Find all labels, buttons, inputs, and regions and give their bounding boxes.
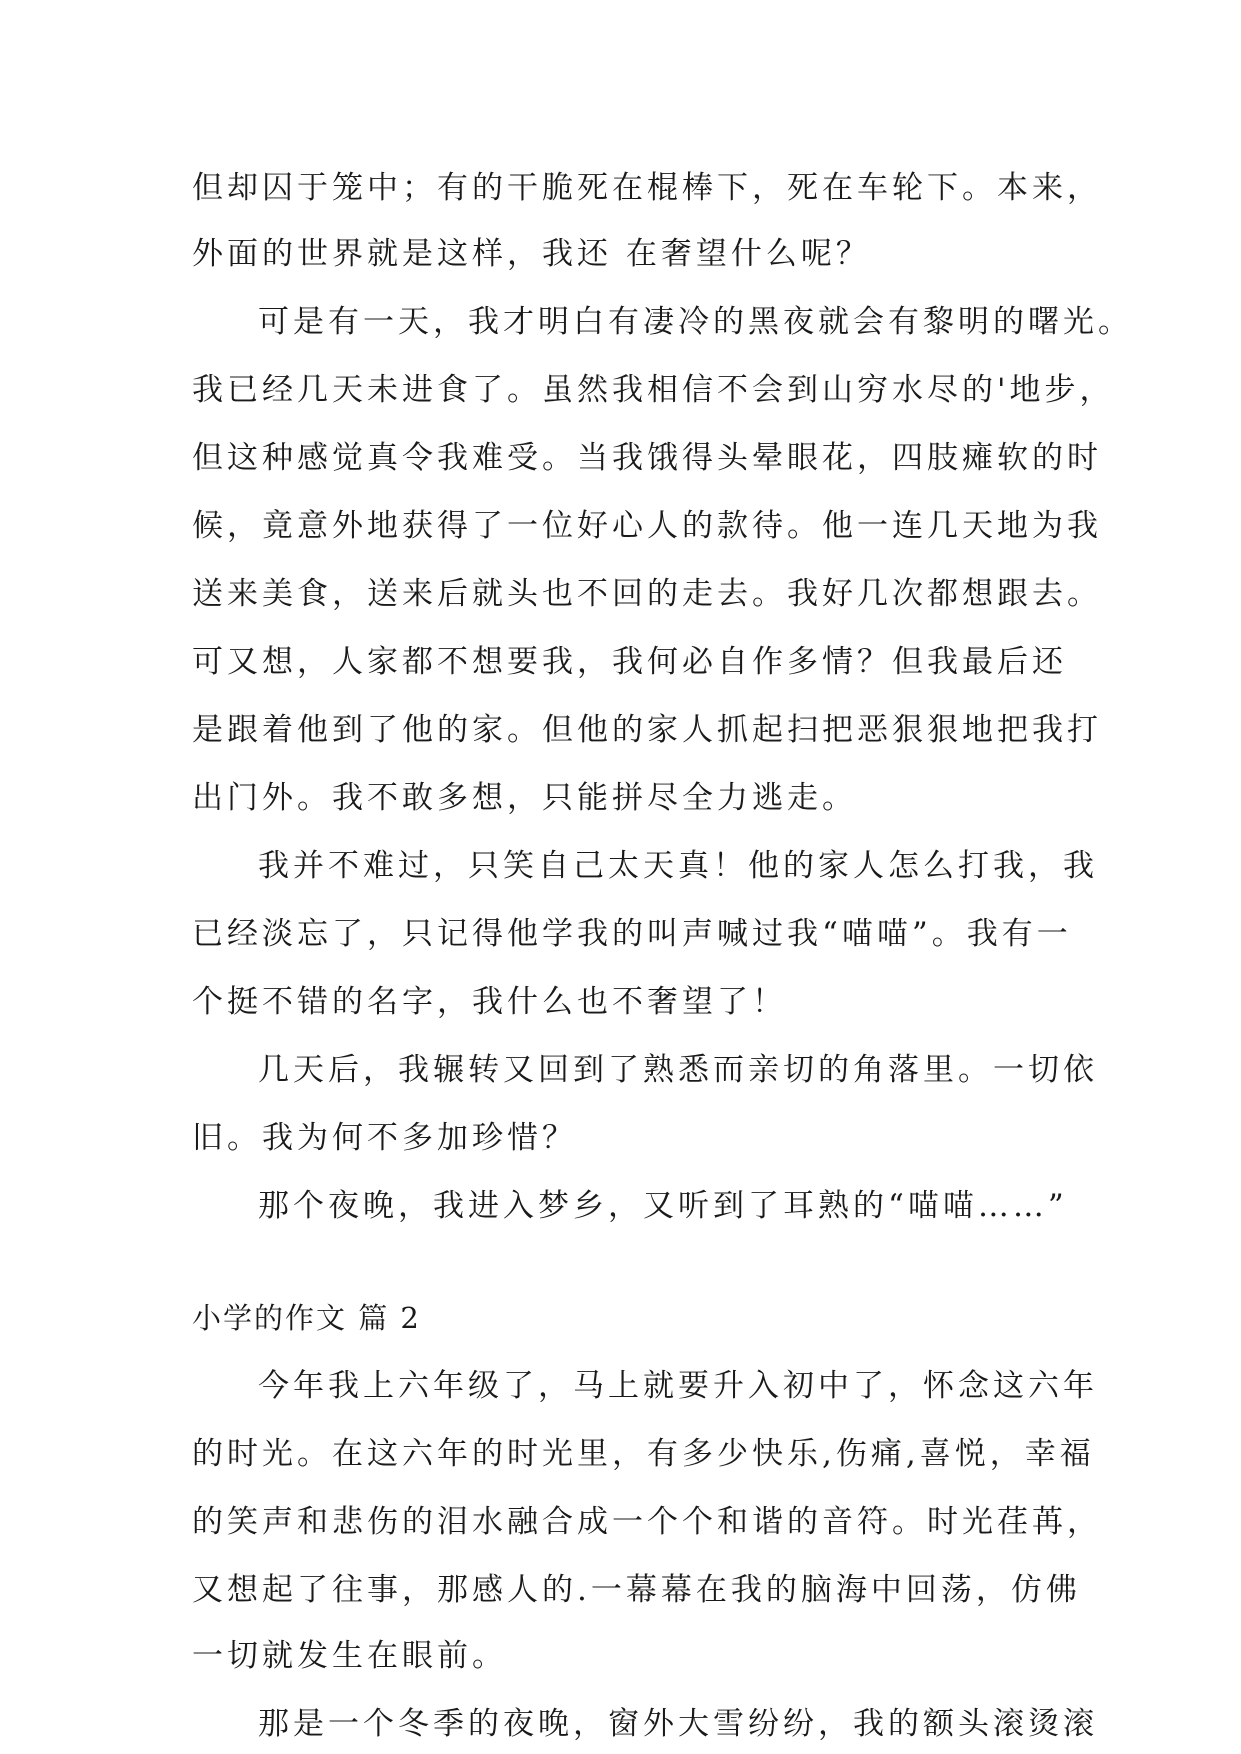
paragraph-line: 今年我上六年级了，马上就要升入初中了，怀念这六年 (258, 1368, 1098, 1404)
paragraph-line: 几天后，我辗转又回到了熟悉而亲切的角落里。一切依 (258, 1052, 1098, 1088)
paragraph-line: 已经淡忘了，只记得他学我的叫声喊过我“喵喵”。我有一 (192, 916, 1072, 952)
paragraph-line: 个挺不错的名字，我什么也不奢望了！ (192, 984, 787, 1020)
paragraph-line: 送来美食，送来后就头也不回的走去。我好几次都想跟去。 (192, 576, 1102, 612)
paragraph-line: 旧。我为何不多加珍惜？ (192, 1120, 577, 1156)
section-heading: 小学的作文 篇 2 (192, 1301, 421, 1335)
paragraph-line: 的笑声和悲伤的泪水融合成一个个和谐的音符。时光荏苒， (192, 1504, 1102, 1540)
paragraph-line: 但这种感觉真令我难受。当我饿得头晕眼花，四肢瘫软的时 (192, 440, 1102, 476)
paragraph-line: 那是一个冬季的夜晚，窗外大雪纷纷，我的额头滚烫滚 (258, 1706, 1098, 1742)
paragraph-line: 我并不难过，只笑自己太天真！他的家人怎么打我，我 (258, 848, 1098, 884)
paragraph-line: 那个夜晚，我进入梦乡，又听到了耳熟的“喵喵……” (258, 1188, 1068, 1224)
paragraph-line: 又想起了往事，那感人的.一幕幕在我的脑海中回荡，仿佛 (192, 1572, 1081, 1608)
paragraph-line: 是跟着他到了他的家。但他的家人抓起扫把恶狠狠地把我打 (192, 712, 1102, 748)
paragraph-line: 可又想，人家都不想要我，我何必自作多情？但我最后还 (192, 644, 1067, 680)
paragraph-line: 但却囚于笼中；有的干脆死在棍棒下，死在车轮下。本来， (192, 170, 1102, 206)
paragraph-line: 出门外。我不敢多想，只能拼尽全力逃走。 (192, 780, 857, 816)
paragraph-line: 外面的世界就是这样，我还 在奢望什么呢？ (192, 236, 871, 272)
paragraph-line: 的时光。在这六年的时光里，有多少快乐,伤痛,喜悦，幸福 (192, 1436, 1095, 1472)
paragraph-line: 我已经几天未进食了。虽然我相信不会到山穷水尽的'地步， (192, 372, 1115, 408)
paragraph-line: 候，竟意外地获得了一位好心人的款待。他一连几天地为我 (192, 508, 1102, 544)
paragraph-line: 可是有一天，我才明白有凄冷的黑夜就会有黎明的曙光。 (258, 304, 1133, 340)
paragraph-line: 一切就发生在眼前。 (192, 1638, 507, 1674)
